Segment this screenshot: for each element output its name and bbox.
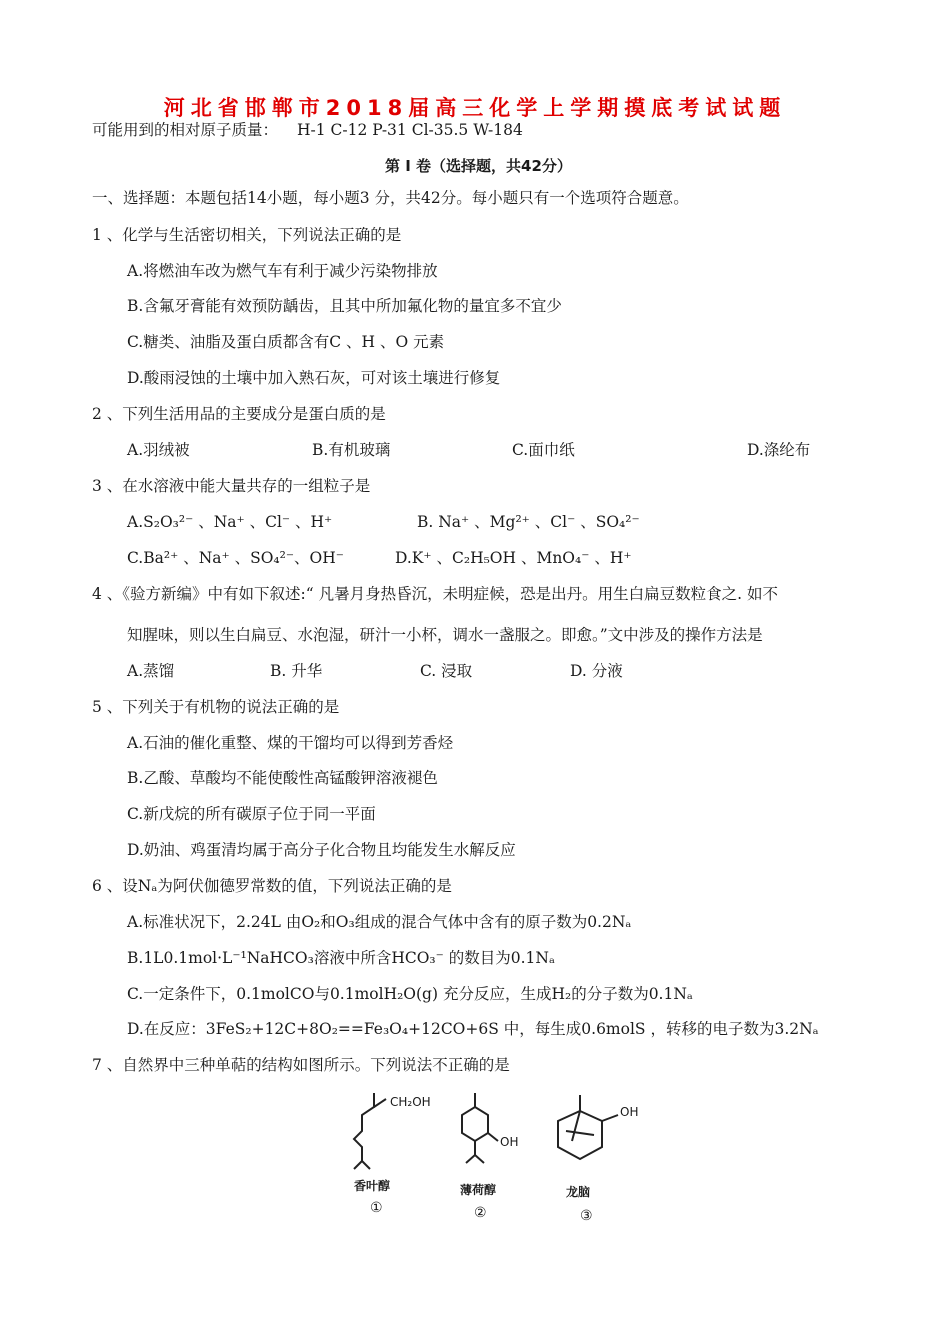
- menthol-number: ②: [474, 1205, 487, 1221]
- menthol-ring: [462, 1107, 488, 1141]
- question-3-option-d: D.K⁺ 、C₂H₅OH 、MnO₄⁻ 、H⁺: [395, 549, 632, 567]
- question-4-stem-line1: 4 、《验方新编》中有如下叙述:“ 凡暑月身热昏沉，未明症候，恐是出丹。用生白扁豆数粒食之. 如不: [92, 585, 778, 603]
- question-7-stem: 7 、自然界中三种单萜的结构如图所示。下列说法不正确的是: [92, 1056, 510, 1074]
- question-3-option-a: A.S₂O₃²⁻ 、Na⁺ 、Cl⁻ 、H⁺: [127, 513, 333, 531]
- question-5-option-c: C.新戊烷的所有碳原子位于同一平面: [127, 805, 376, 823]
- question-6-option-d: D.在反应：3FeS₂+12C+8O₂==Fe₃O₄+12CO+6S 中，每生成0.6molS ，转移的电子数为3.2Nₐ: [127, 1020, 819, 1038]
- menthol-label: 薄荷醇: [460, 1183, 497, 1197]
- question-5-option-b: B.乙酸、草酸均不能使酸性高锰酸钾溶液褪色: [127, 769, 438, 787]
- question-6-option-c: C.一定条件下，0.1molCO与0.1molH₂O(g) 充分反应，生成H₂的分子数为0.1Nₐ: [127, 985, 693, 1003]
- geraniol-label: 香叶醇: [354, 1179, 391, 1193]
- question-3-option-c: C.Ba²⁺ 、Na⁺ 、SO₄²⁻、OH⁻: [127, 549, 344, 567]
- question-6-option-a: A.标准状况下，2.24L 由O₂和O₃组成的混合气体中含有的原子数为0.2Nₐ: [127, 913, 632, 931]
- question-4-option-b: B. 升华: [270, 662, 323, 680]
- section-title: 第 I 卷（选择题，共42分）: [385, 157, 572, 175]
- question-6-option-b: B.1L0.1mol·L⁻¹NaHCO₃溶液中所含HCO₃⁻ 的数目为0.1Nₐ: [127, 949, 555, 967]
- borneol-ring: [558, 1111, 602, 1159]
- question-5-option-a: A.石油的催化重整、煤的干馏均可以得到芳香烃: [127, 734, 454, 752]
- borneol-label: 龙脑: [566, 1185, 591, 1199]
- question-4-option-a: A.蒸馏: [127, 662, 175, 680]
- menthol-group: OH: [500, 1135, 519, 1149]
- question-1-stem: 1 、化学与生活密切相关，下列说法正确的是: [92, 226, 402, 244]
- instructions: 一、选择题：本题包括14小题，每小题3 分，共42分。每小题只有一个选项符合题意。: [92, 189, 689, 207]
- question-6-stem: 6 、设Nₐ为阿伏伽德罗常数的值，下列说法正确的是: [92, 877, 452, 895]
- question-2-stem: 2 、下列生活用品的主要成分是蛋白质的是: [92, 405, 386, 423]
- geraniol-number: ①: [370, 1200, 383, 1216]
- atomic-masses-values: H-1 C-12 P-31 Cl-35.5 W-184: [296, 121, 523, 139]
- question-4-option-d: D. 分液: [570, 662, 623, 680]
- atomic-masses-label: 可能用到的相对原子质量：: [92, 121, 279, 139]
- borneol-number: ③: [580, 1208, 593, 1224]
- borneol-group: OH: [620, 1105, 639, 1119]
- geraniol-group: CH₂OH: [390, 1095, 431, 1109]
- question-2-option-a: A.羽绒被: [127, 441, 190, 459]
- question-1-option-a: A.将燃油车改为燃气车有利于减少污染物排放: [127, 262, 438, 280]
- question-2-option-b: B.有机玻璃: [312, 441, 391, 459]
- question-5-stem: 5 、下列关于有机物的说法正确的是: [92, 698, 340, 716]
- question-3-option-b: B. Na⁺ 、Mg²⁺ 、Cl⁻ 、SO₄²⁻: [417, 513, 640, 531]
- question-1-option-d: D.酸雨浸蚀的土壤中加入熟石灰，可对该土壤进行修复: [127, 369, 501, 387]
- question-4-option-c: C. 浸取: [420, 662, 473, 680]
- atomic-masses: [92, 120, 523, 140]
- question-1-option-c: C.糖类、油脂及蛋白质都含有C 、H 、O 元素: [127, 333, 445, 351]
- question-1-option-b: B.含氟牙膏能有效预防龋齿，且其中所加氟化物的量宜多不宜少: [127, 297, 562, 315]
- question-4-stem-line2: 知腥味，则以生白扁豆、水泡湿，研汁一小杯，调水一盏服之。即愈。”文中涉及的操作方法是: [127, 626, 763, 644]
- question-2-option-c: C.面巾纸: [512, 441, 575, 459]
- terpene-structures-svg: [340, 1085, 650, 1230]
- question-2-option-d: D.涤纶布: [747, 441, 811, 459]
- question-3-stem: 3 、在水溶液中能大量共存的一组粒子是: [92, 477, 371, 495]
- terpene-structures-figure: [340, 1085, 650, 1230]
- geraniol-chain: [354, 1093, 374, 1161]
- question-5-option-d: D.奶油、鸡蛋清均属于高分子化合物且均能发生水解反应: [127, 841, 516, 859]
- page-title: 河北省邯郸市2018届高三化学上学期摸底考试试题: [163, 96, 787, 120]
